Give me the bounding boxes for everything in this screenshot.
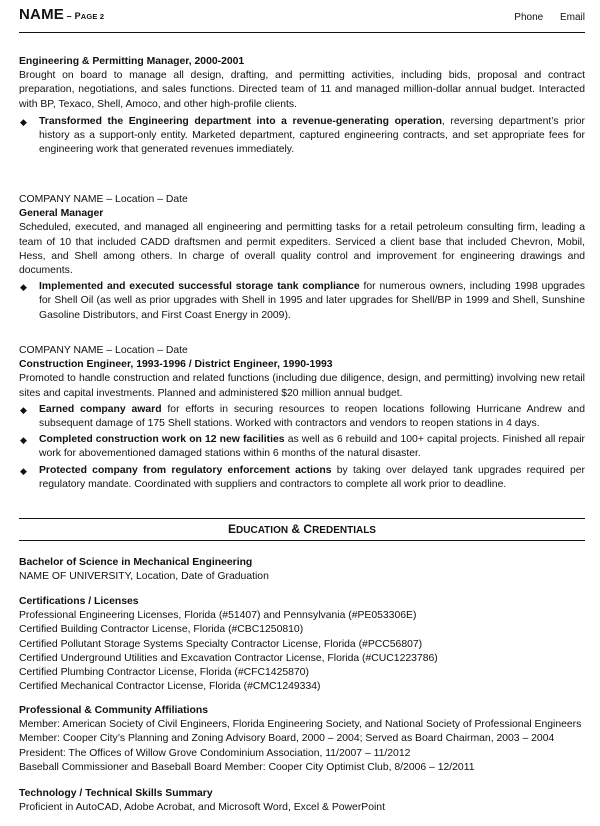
cert-item: Certified Pollutant Storage Systems Specialty Contractor License, Florida (#PCC56807) <box>19 638 423 650</box>
contact-info <box>514 11 585 25</box>
diamond-bullet-icon: ◆ <box>20 116 27 127</box>
cert-item: Professional Engineering Licenses, Florida (#51407) and Pennsylvania (#PE053306E) <box>19 610 417 622</box>
diamond-bullet-icon: ◆ <box>20 404 27 415</box>
achievement-list <box>19 403 585 492</box>
technology-summary: Proficient in AutoCAD, Adobe Acrobat, and Microsoft Word, Excel & PowerPoint <box>19 802 385 814</box>
job-entry-3 <box>19 344 585 492</box>
achievement-text: for efforts in securing resources to reopen locations following Hurricane Andrew and subsequent damage of 175 Shell stations. Worked with contractors and vendors to reopen stations in 4 days. <box>39 403 585 430</box>
heading-rest-2: REDENTIALS <box>312 525 376 536</box>
achievement-lead: Protected company from regulatory enforcement actions <box>39 464 332 476</box>
cert-item: Certified Underground Utilities and Excavation Contractor License, Florida (#CUC1223786) <box>19 652 438 664</box>
certifications-block <box>19 595 585 694</box>
achievement-text: for numerous owners, including 1998 upgrades for Shell Oil (as well as prior upgrades with Shell in 1995 and later upgrades for Shell/BP in 1999 and Shell, Sunshine Gasoline Distributors, and First Coast Energy in 2009). <box>39 281 585 321</box>
education-bottom-rule <box>19 540 585 541</box>
achievement-item <box>19 115 585 158</box>
achievement-text: by taking over delayed tank upgrades required per regulatory mandate. Coordinated with suppliers and contractors to complete all work prior to deadline. <box>39 464 585 490</box>
affiliation-item: Member: Cooper City’s Planning and Zoning Advisory Board, 2000 – 2004; Served as Board Chairman, 2003 – 2004 <box>19 733 555 745</box>
job-title: Engineering & Permitting Manager, 2000-2001 <box>19 56 245 67</box>
heading-rest-1: DUCATION <box>236 525 289 536</box>
page-label-rest: AGE 2 <box>80 12 105 21</box>
certifications-heading: Certifications / Licenses <box>19 596 139 607</box>
education-block <box>19 556 585 584</box>
page-header <box>19 0 585 30</box>
affiliations-block <box>19 704 585 775</box>
achievement-item <box>19 403 585 431</box>
heading-initial-1: E <box>228 522 237 536</box>
achievement-lead: Earned company award <box>39 403 162 415</box>
affiliation-item: Baseball Commissioner and Baseball Board Member: Cooper City Optimist Club, 8/2006 – 12/2011 <box>19 761 475 773</box>
diamond-bullet-icon: ◆ <box>20 282 27 293</box>
affiliation-item: President: The Offices of Willow Grove Condominium Association, 11/2007 – 11/2012 <box>19 747 411 759</box>
job-entry-2 <box>19 193 585 323</box>
cert-item: Certified Plumbing Contractor License, Florida (#CFC1425870) <box>19 667 309 679</box>
cert-item: Certified Building Contractor License, Florida (#CBC1250810) <box>19 624 304 636</box>
company-line: COMPANY NAME – Location – Date <box>19 194 188 205</box>
candidate-name <box>19 8 104 24</box>
achievement-item <box>19 280 585 323</box>
achievement-text: , reversing department’s prior history as a support-only entity. Marketed department, captured engineering contracts, and set appropriate fees for engineering work that generated revenues immediately. <box>39 115 586 156</box>
name-text: NAME <box>19 6 64 23</box>
affiliation-item: Member: American Society of Civil Engineers, Florida Engineering Society, and National Society of Professional Engineers <box>19 719 582 731</box>
technology-heading: Technology / Technical Skills Summary <box>19 788 213 799</box>
diamond-bullet-icon: ◆ <box>20 435 27 446</box>
job-title: General Manager <box>19 208 104 220</box>
page-label <box>64 11 104 21</box>
achievement-text: as well as 6 rebuild and 100+ capital projects. Finished all repair work for abovementioned damaged stations within 6 months of the natural disaster. <box>39 434 585 460</box>
job-summary: Scheduled, executed, and managed all engineering and permitting tasks for a retail petroleum consulting firm, leading a team of 10 that included CADD draftsmen and permit expediters. Serviced a client base that included Chevron, Mobil, Hess, and Shell among others. In charge of overall quality control and improvement for engineering drawings and documents. <box>19 222 585 277</box>
company-line: COMPANY NAME – Location – Date <box>19 345 188 356</box>
education-heading <box>19 522 585 538</box>
heading-ampersand: & <box>288 522 304 536</box>
achievement-lead: Transformed the Engineering department into a revenue-generating operation <box>39 115 442 127</box>
heading-initial-2: C <box>303 522 313 536</box>
diamond-bullet-icon: ◆ <box>20 465 27 476</box>
affiliations-heading: Professional & Community Affiliations <box>19 705 208 716</box>
job-entry-1 <box>19 55 585 157</box>
achievement-lead: Implemented and executed successful storage tank compliance <box>39 281 360 293</box>
technology-block <box>19 787 585 815</box>
phone-text: Phone <box>514 12 544 23</box>
school: NAME OF UNIVERSITY, Location, Date of Graduation <box>19 571 269 583</box>
achievement-item <box>19 464 585 492</box>
page-label-prefix: – P <box>63 11 81 21</box>
job-title: Construction Engineer, 1993-1996 / District Engineer, 1990-1993 <box>19 359 333 371</box>
email-text: Email <box>559 12 585 23</box>
education-top-rule <box>19 518 585 519</box>
achievement-item <box>19 433 585 461</box>
cert-item: Certified Mechanical Contractor License, Florida (#CMC1249334) <box>19 681 321 693</box>
job-summary: Brought on board to manage all design, drafting, and permitting activities, including bids, proposal and contract preparation, negotiations, and sales functions. Directed team of 11 and managed million-dollar annual budget. Interacted with BP, Texaco, Shell, Amoco, and other high-profile clients. <box>19 70 585 110</box>
achievement-list <box>19 115 585 158</box>
achievement-list <box>19 280 585 323</box>
header-divider <box>19 32 585 33</box>
degree: Bachelor of Science in Mechanical Engineering <box>19 557 253 568</box>
job-summary: Promoted to handle construction and related functions (including due diligence, design, and permitting) involving new retail sites and capital investments. Planned and administered $20 million annual budget. <box>19 373 585 399</box>
achievement-lead: Completed construction work on 12 new facilities <box>39 434 285 446</box>
resume-page <box>19 0 586 814</box>
